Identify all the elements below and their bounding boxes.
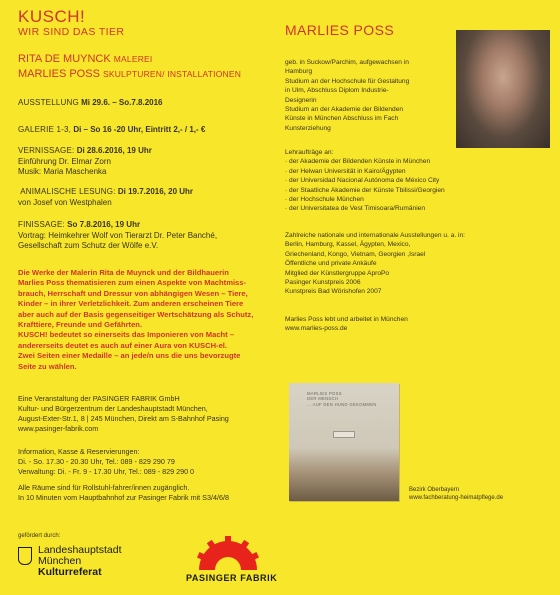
description-line: Krafttiere, Freunde und Gefährten. bbox=[18, 320, 143, 330]
organizer-line: Kultur- und Bürgerzentrum der Landeshauptstadt München, bbox=[18, 404, 208, 414]
teaching-item-text: der Hochschule München bbox=[289, 196, 364, 204]
exhibitions-line: Berlin, Hamburg, Kassel, Ägypten, Mexico, bbox=[285, 241, 411, 249]
book-caption bbox=[409, 486, 549, 503]
organizer-line: August-Exter-Str.1, 8 | 245 München, Direkt am S-Bahnhof Pasing bbox=[18, 414, 229, 424]
artist-2 bbox=[18, 67, 280, 82]
teaching-item-text: der Akademie der Bildenden Künste in München bbox=[289, 158, 431, 166]
bio-line: Hamburg bbox=[285, 68, 313, 76]
teaching-item-text: der Staatliche Akademie der Künste Tbilissi/Georgien bbox=[289, 186, 445, 194]
sponsor-name bbox=[38, 545, 122, 578]
page-title: KUSCH! bbox=[18, 7, 86, 26]
caption-line: Bezirk Oberbayern bbox=[409, 487, 460, 493]
vernissage-label: VERNISSAGE: bbox=[18, 146, 75, 155]
exhibitions-line: Zahlreiche nationale und internationale Ausstellungen u. a. in: bbox=[285, 232, 465, 239]
sponsored-by-label: gefördert durch: bbox=[18, 533, 61, 539]
info-block bbox=[18, 447, 280, 503]
bio-block bbox=[285, 58, 450, 133]
organizer-website: www.pasinger-fabrik.com bbox=[18, 424, 99, 434]
exhibitions-line: Öffentliche und private Ankäufe bbox=[285, 260, 377, 268]
munich-crest-icon bbox=[18, 547, 32, 565]
description-line: Zwei Seiten einer Medaille – an jede/n uns die uns bevorzugte bbox=[18, 351, 241, 361]
artists bbox=[18, 52, 280, 82]
description-line: Seite zu wählen. bbox=[18, 361, 77, 371]
description-line: KUSCH! bedeutet so einerseits das Imponieren von Macht – bbox=[18, 330, 235, 340]
pasinger-fabrik-gear-icon bbox=[195, 536, 261, 570]
finissage-date: So 7.8.2016, 19 Uhr bbox=[67, 220, 141, 229]
exhibitions-block bbox=[285, 231, 530, 297]
lesung-block bbox=[18, 187, 280, 208]
description-line: Kinder – in ihrer Verletzlichkeit. Zum anderen erscheinen Tiere bbox=[18, 299, 244, 309]
sponsor-line: Kulturreferat bbox=[38, 566, 102, 578]
lesung-date: Di 19.7.2016, 20 Uhr bbox=[117, 187, 194, 196]
teaching-block bbox=[285, 148, 530, 214]
teaching-item: · der Hochschule München bbox=[285, 196, 364, 204]
vernissage-intro: Einführung Dr. Elmar Zorn bbox=[18, 156, 111, 166]
artist-2-role: SKULPTUREN/ INSTALLATIONEN bbox=[102, 69, 242, 79]
exhibitions-line: Mitglied der Künstlergruppe AproPo bbox=[285, 269, 390, 277]
bio-line: Kunsterziehung bbox=[285, 124, 331, 132]
teaching-item-text: der Universitatea de Vest Timisoara/Rumänien bbox=[289, 205, 426, 213]
closing-line: Marlies Poss lebt und arbeitet in München bbox=[285, 316, 408, 323]
artist-website: www.marlies-poss.de bbox=[285, 325, 348, 333]
info-line: In 10 Minuten vom Hauptbahnhof zur Pasinger Fabrik mit S3/4/6/8 bbox=[18, 493, 229, 503]
teaching-item: · der Staatliche Akademie der Künste Tbilissi/Georgien bbox=[285, 186, 445, 194]
teaching-item-text: der Helwan Universität in Kairo/Ägypten bbox=[289, 167, 406, 175]
lesung-author: von Josef von Westphalen bbox=[18, 197, 112, 207]
artist-1-role: MALEREI bbox=[113, 54, 153, 64]
artist-portrait-photo bbox=[456, 30, 550, 148]
sponsor-logo bbox=[18, 533, 168, 578]
book-cover-text bbox=[307, 391, 377, 407]
pasinger-fabrik-logo-text: PASINGER FABRIK bbox=[186, 573, 278, 583]
info-line: Verwaltung: Di. - Fr. 9 - 17.30 Uhr, Tel.: 089 - 829 290 0 bbox=[18, 467, 195, 477]
closing-block bbox=[285, 315, 530, 334]
artist-1 bbox=[18, 52, 280, 67]
caption-line: www.fachberatung-heimatpflege.de bbox=[409, 495, 504, 502]
info-line: Information, Kasse & Reservierungen: bbox=[18, 447, 140, 456]
book-cover-label-mark bbox=[333, 431, 355, 438]
info-line: Di. - So. 17.30 - 20.30 Uhr, Tel.: 089 - 829 290 79 bbox=[18, 457, 175, 467]
exhibitions-line: Kunstpreis Bad Wörishofen 2007 bbox=[285, 288, 382, 296]
description-line: andererseits deutet es auch auf einer Aura von KUSCH-el. bbox=[18, 340, 228, 350]
ausstellung-line bbox=[18, 98, 280, 109]
teaching-item: · der Universidad Nacional Autónoma de México City bbox=[285, 177, 440, 185]
vernissage-block bbox=[18, 146, 280, 178]
teaching-item: · der Helwan Universität in Kairo/Ägypten bbox=[285, 167, 406, 175]
organizer-block bbox=[18, 394, 280, 434]
galerie-hours: Di – So 16 -20 Uhr, Eintritt 2,- / 1,- € bbox=[73, 125, 206, 134]
teaching-item-text: der Universidad Nacional Autónoma de México City bbox=[289, 177, 440, 185]
book-cover-line: MARLIES POSS bbox=[307, 391, 342, 396]
exhibitions-line: Pasinger Kunstpreis 2006 bbox=[285, 279, 361, 287]
vernissage-music: Musik: Maria Maschenka bbox=[18, 167, 107, 176]
teaching-item: · der Universitatea de Vest Timisoara/Rumänien bbox=[285, 205, 426, 213]
sponsor-line: München bbox=[38, 555, 82, 567]
bio-line: in Ulm, Abschluss Diplom Industrie- bbox=[285, 87, 389, 95]
artist-2-name: MARLIES POSS bbox=[18, 68, 100, 80]
description-line: aber auch auf der Basis gegenseitiger Wertschätzung als Schutz, bbox=[18, 309, 254, 319]
teaching-label: Lehraufträge an: bbox=[285, 149, 334, 156]
bio-line: Studium an der Akademie der Bildenden bbox=[285, 106, 404, 114]
book-cover-image bbox=[289, 383, 399, 501]
exhibitions-line: Griechenland, Kongo, Vietnam, Georgien ,Israel bbox=[285, 250, 426, 258]
finissage-label: FINISSAGE: bbox=[18, 220, 65, 229]
book-cover-line: DER MENSCH bbox=[307, 396, 339, 402]
finissage-org: Gesellschaft zum Schutz der Wölfe e.V. bbox=[18, 241, 159, 250]
organizer-line: Eine Veranstaltung der PASINGER FABRIK GmbH bbox=[18, 394, 180, 403]
teaching-item: · der Akademie der Bildenden Künste in München bbox=[285, 158, 431, 166]
description-line: Marlies Poss thematisieren zum einen Aspekte von Machtmiss- bbox=[18, 278, 247, 288]
bio-line: geb. in Suckow/Parchim, aufgewachsen in bbox=[285, 59, 409, 66]
description-paragraph bbox=[18, 268, 280, 372]
info-line: Alle Räume sind für Rollstuhl-fahrer/innen zugänglich. bbox=[18, 483, 190, 493]
lesung-label: ANIMALISCHE LESUNG: bbox=[20, 187, 116, 196]
subtitle: WIR SIND DAS TIER bbox=[18, 26, 125, 38]
bio-line: Studium an der Hochschule für Gestaltung bbox=[285, 77, 410, 85]
galerie-label: GALERIE 1-3, bbox=[18, 125, 72, 134]
finissage-block bbox=[18, 220, 280, 252]
ausstellung-label: AUSSTELLUNG bbox=[18, 98, 79, 107]
sponsor-line: Landeshauptstadt bbox=[38, 544, 122, 556]
book-cover-line: ... AUF DEN HUND GEKOMMEN bbox=[307, 401, 377, 407]
description-line: brauch, Herrschaft und Dressur von abhängigen Wesen – Tiere, bbox=[18, 288, 248, 298]
galerie-line bbox=[18, 125, 280, 136]
artist-1-name: RITA DE MUYNCK bbox=[18, 53, 111, 65]
bio-line: Künste in München Abschluss im Fach bbox=[285, 115, 399, 123]
vernissage-date: Di 28.6.2016, 19 Uhr bbox=[76, 146, 152, 155]
artist-bio-title: MARLIES POSS bbox=[285, 22, 395, 38]
ausstellung-dates: Mi 29.6. – So.7.8.2016 bbox=[81, 98, 163, 107]
finissage-talk: Vortrag: Heimkehrer Wolf von Tierarzt Dr. Peter Banché, bbox=[18, 230, 218, 240]
description-line: Die Werke der Malerin Rita de Muynck und der Bildhauerin bbox=[18, 268, 229, 277]
bio-line: Designerin bbox=[285, 96, 317, 104]
